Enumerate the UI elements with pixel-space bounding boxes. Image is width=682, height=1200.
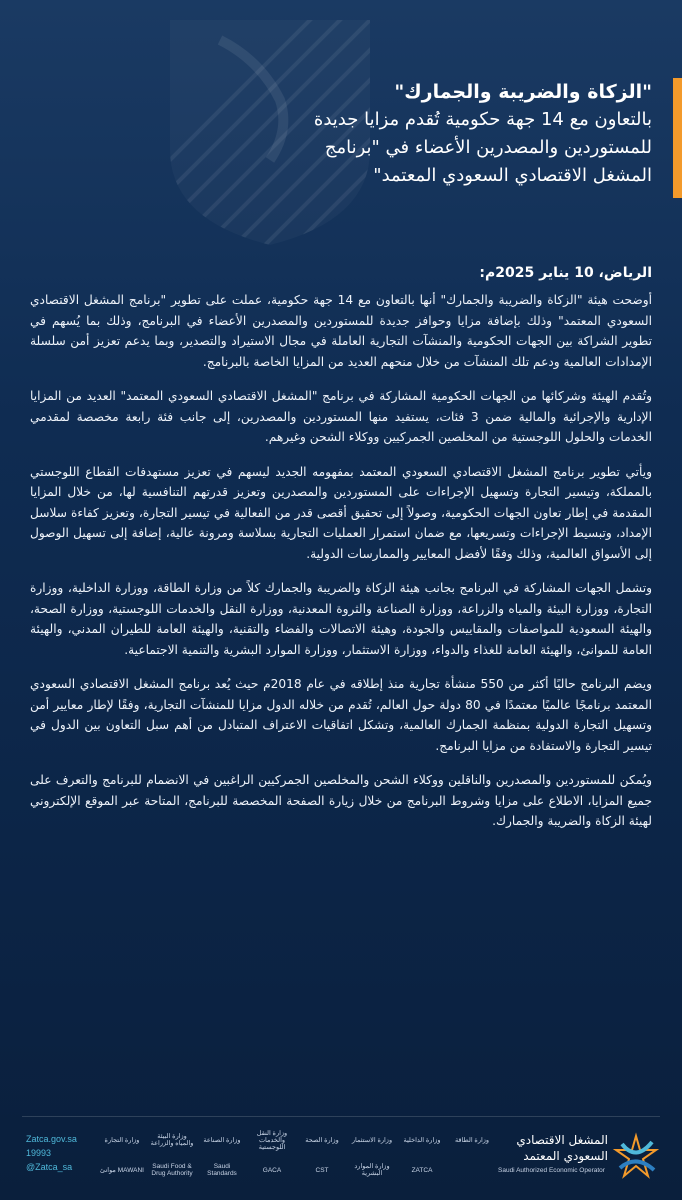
title-accent-bar — [673, 78, 682, 198]
phone-number: 19993 — [26, 1148, 52, 1158]
headline-main: "الزكاة والضريبة والجمارك" — [394, 81, 652, 103]
partner-logo: وزارة الصحة — [305, 1136, 339, 1144]
partner-logo: وزارة الموارد البشرية — [354, 1163, 390, 1177]
footer-divider — [22, 1116, 660, 1117]
paragraph-3: ويأتي تطوير برنامج المشغل الاقتصادي السعودي المعتمد بمفهومه الجديد ليسهم في تعزيز مستهدفات القطاع اللوجستي بالمملكة، وتيسير التجارة وتسهيل الإجراءات على المستوردين والمصدرين وتعزيز قدرتهم التنافسية لها، من خلال المزايا المقدمة في إطار تعاون الجهات الحكومية، وصولاً إلى تحقيق أقصى قدر من الفعالية في تيسير التجارة، وتعزيز كفاءة سلاسل الإمداد، وتبسيط الإجراءات وتسريعها، مع ضمان استمرار العمليات التجارية بسلاسة ومرونة عالية، إضافة إلى تسهيل الوصول إلى الأسواق العالمية، وذلك وفقًا لأفضل المعايير والممارسات الدولية. — [30, 464, 652, 561]
headline-line-3: المشغل الاقتصادي السعودي المعتمد" — [373, 165, 652, 186]
paragraph-4: وتشمل الجهات المشاركة في البرنامج بجانب هيئة الزكاة والضريبة والجمارك كلاً من وزارة الطاقة، ووزارة الداخلية، ووزارة التجارة، ووزارة البيئة والمياه والزراعة، ووزارة الصناعة والثروة المعدنية، ووزارة النقل والخدمات اللوجستية، ووزارة الصحة، والهيئة السعودية للمواصفات والمقاييس والجودة، وهيئة الاتصالات والفضاء والتقنية، والهيئة العامة للطيران المدني، والهيئة العامة للموانئ، والهيئة العامة للغذاء والدواء، ووزارة الاستثمار، ووزارة الموارد البشرية والتنمية الاجتماعية. — [30, 581, 652, 657]
partner-logo: GACA — [262, 1166, 282, 1174]
partner-logo: وزارة التجارة — [104, 1136, 140, 1144]
partner-logo: وزارة الاستثمار — [351, 1136, 393, 1144]
partner-logo: وزارة الداخلية — [403, 1136, 441, 1144]
partner-logo: CST — [315, 1166, 329, 1174]
partner-logo: ZATCA — [411, 1166, 433, 1174]
paragraph-1: أوضحت هيئة "الزكاة والضريبة والجمارك" أنها بالتعاون مع 14 جهة حكومية، عملت على تطوير "برنامج المشغل الاقتصادي السعودي المعتمد" وذلك بإضافة مزايا وحوافز جديدة للمستوردين والمصدرين الأعضاء في البرنامج، وذلك بما يُسهم في تطوير الشراكة بين الجهات الحكومية والمنشآت التجارية العاملة في مجال الاستيراد والتصدير، وبما يدعم تعزيز أمن سلسلة الإمدادات العالمية ودعم تلك المنشآت من خلال منحهم العديد من المزايا الخاصة بالبرنامج. — [30, 293, 652, 369]
headline-line-1: بالتعاون مع 14 جهة حكومية تُقدم مزايا جديدة — [313, 109, 652, 130]
social-handle[interactable]: @Zatca_sa — [26, 1162, 73, 1172]
aeo-program-logo — [499, 1126, 664, 1190]
aeo-title-line-2: السعودي المعتمد — [523, 1149, 608, 1163]
website-link[interactable]: Zatca.gov.sa — [26, 1134, 77, 1144]
article-body — [30, 262, 652, 846]
partner-logo: موانئ MAWANI — [100, 1166, 144, 1174]
contact-info — [26, 1132, 96, 1174]
partner-logos — [100, 1128, 505, 1188]
aeo-star-icon — [612, 1132, 660, 1182]
paragraph-6: ويُمكن للمستوردين والمصدرين والناقلين ووكلاء الشحن والمخلصين الجمركيين الراغبين في الانضمام للبرنامج والتعرف على جميع المزايا، الاطلاع على مزايا وشروط البرنامج من خلال زيارة الصفحة المخصصة للبرنامج، المتاحة عبر الموقع الإلكتروني لهيئة الزكاة والضريبة والجمارك. — [30, 773, 652, 828]
paragraph-5: ويضم البرنامج حاليًا أكثر من 550 منشأة تجارية منذ إطلاقه في عام 2018م حيث يُعد برنامج المشغل الاقتصادي السعودي المعتمد برنامجًا عالميًا معتمدًا في 80 دولة حول العالم، تُقدم من خلاله الدول مزايا للمنشآت التجارية، وفقًا لإطار معايير أمن وتسهيل التجارة الدولية بمنظمة الجمارك العالمية، وتشكل اتفاقيات الاعتراف المتبادل من أهم سبل التعاون بين الدول في تيسير التجارة والاستفادة من مزايا البرنامج. — [30, 677, 652, 753]
aeo-title-line-1: المشغل الاقتصادي — [516, 1133, 608, 1147]
headline-line-2: للمستوردين والمصدرين الأعضاء في "برنامج — [324, 137, 652, 158]
partner-logo: وزارة البيئة والمياه والزراعة — [150, 1133, 194, 1147]
partner-logo: وزارة الطاقة — [454, 1136, 490, 1144]
partner-logo: Saudi Food & Drug Authority — [151, 1163, 193, 1177]
aeo-english-name: Saudi Authorized Economic Operator — [498, 1167, 605, 1174]
headline — [52, 78, 652, 190]
partner-logo: وزارة الصناعة — [203, 1136, 241, 1144]
paragraph-2: وتُقدم الهيئة وشركائها من الجهات الحكومية المشاركة في برنامج "المشغل الاقتصادي السعودي المعتمد" العديد من المزايا الإدارية والإجرائية والمالية ضمن 3 فئات، يستفيد منها المستوردين والمصدرين، إلى جانب فئة رابعة مخصصة لمقدمي الخدمات والحلول اللوجستية من المخلصين الجمركيين ووكلاء الشحن وغيرهم. — [30, 389, 652, 444]
dateline: الرياض، 10 يناير 2025م: — [479, 265, 652, 281]
partner-logo: وزارة النقل والخدمات اللوجستية — [256, 1129, 288, 1151]
footer — [0, 1118, 682, 1200]
aeo-wordmark — [498, 1132, 608, 1174]
partner-logo: Saudi Standards — [207, 1163, 237, 1177]
